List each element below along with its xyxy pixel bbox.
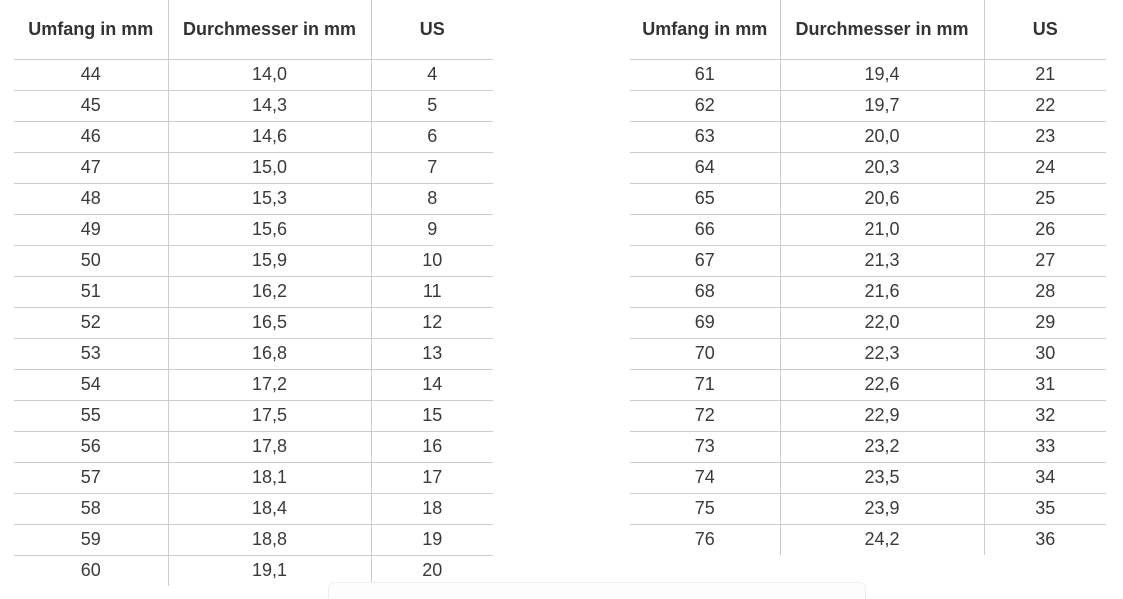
partial-cutoff-element [328,582,866,599]
durchmesser-cell: 22,3 [780,338,984,369]
umfang-cell: 48 [14,183,168,214]
umfang-cell: 59 [14,524,168,555]
us-cell: 22 [1035,95,1056,115]
umfang-cell: 72 [630,400,780,431]
table-row [630,462,1106,493]
table-row [14,183,493,214]
us-cell: 29 [1035,312,1056,332]
table-row [14,245,493,276]
umfang-cell: 62 [630,90,780,121]
table-row [14,121,493,152]
umfang-cell: 44 [14,59,168,90]
us-cell: 5 [427,95,438,115]
us-cell: 19 [422,529,443,549]
table-row [14,524,493,555]
table-row [630,183,1106,214]
table-row [630,276,1106,307]
table-row [14,90,493,121]
umfang-cell: 55 [14,400,168,431]
table-row [14,214,493,245]
durchmesser-cell: 18,4 [168,493,371,524]
umfang-cell: 50 [14,245,168,276]
table-row [630,338,1106,369]
us-cell: 14 [422,374,443,394]
umfang-cell: 71 [630,369,780,400]
durchmesser-cell: 23,2 [780,431,984,462]
durchmesser-cell: 14,0 [168,59,371,90]
table-row [630,90,1106,121]
umfang-cell: 49 [14,214,168,245]
us-cell: 34 [1035,467,1056,487]
durchmesser-cell: 16,2 [168,276,371,307]
umfang-cell: 69 [630,307,780,338]
table-row [14,462,493,493]
durchmesser-cell: 20,6 [780,183,984,214]
umfang-cell: 73 [630,431,780,462]
table-row [630,59,1106,90]
durchmesser-cell: 17,2 [168,369,371,400]
durchmesser-cell: 15,6 [168,214,371,245]
table-row [14,59,493,90]
table-row [630,431,1106,462]
table-row [14,152,493,183]
table-row [630,493,1106,524]
header-row [630,0,1106,59]
table-row [630,214,1106,245]
ring-size-table-right [630,0,1106,555]
table-row [630,369,1106,400]
table-row [14,307,493,338]
table-row [630,245,1106,276]
umfang-cell: 63 [630,121,780,152]
durchmesser-cell: 22,9 [780,400,984,431]
umfang-cell: 76 [630,524,780,555]
durchmesser-cell: 14,3 [168,90,371,121]
umfang-cell: 60 [14,555,168,586]
durchmesser-cell: 20,3 [780,152,984,183]
umfang-cell: 46 [14,121,168,152]
us-cell: 25 [1035,188,1056,208]
ring-size-table-left [14,0,493,586]
column-header-durchmesser: Durchmesser in mm [168,0,371,59]
us-cell: 18 [422,498,443,518]
us-cell: 23 [1035,126,1056,146]
us-cell: 27 [1035,250,1056,270]
umfang-cell: 52 [14,307,168,338]
table-row [630,400,1106,431]
umfang-cell: 70 [630,338,780,369]
umfang-cell: 47 [14,152,168,183]
us-cell: 6 [427,126,438,146]
durchmesser-cell: 23,9 [780,493,984,524]
table-row [630,307,1106,338]
column-header-us: US [1032,18,1058,39]
umfang-cell: 68 [630,276,780,307]
us-cell: 8 [427,188,438,208]
us-cell: 7 [427,157,438,177]
umfang-cell: 51 [14,276,168,307]
durchmesser-cell: 21,6 [780,276,984,307]
durchmesser-cell: 19,4 [780,59,984,90]
header-row [14,0,493,59]
durchmesser-cell: 16,5 [168,307,371,338]
durchmesser-cell: 22,0 [780,307,984,338]
durchmesser-cell: 16,8 [168,338,371,369]
umfang-cell: 45 [14,90,168,121]
durchmesser-cell: 21,0 [780,214,984,245]
us-cell: 31 [1035,374,1056,394]
us-cell: 30 [1035,343,1056,363]
durchmesser-cell: 23,5 [780,462,984,493]
durchmesser-cell: 14,6 [168,121,371,152]
umfang-cell: 58 [14,493,168,524]
umfang-cell: 74 [630,462,780,493]
umfang-cell: 61 [630,59,780,90]
column-header-durchmesser: Durchmesser in mm [780,0,984,59]
column-header-umfang: Umfang in mm [14,0,168,59]
us-cell: 21 [1035,64,1056,84]
us-cell: 9 [427,219,438,239]
us-cell: 32 [1035,405,1056,425]
us-cell: 16 [422,436,443,456]
table-row [14,400,493,431]
umfang-cell: 53 [14,338,168,369]
table-row [14,338,493,369]
us-cell: 15 [422,405,443,425]
umfang-cell: 67 [630,245,780,276]
us-cell: 17 [422,467,443,487]
us-cell: 24 [1035,157,1056,177]
durchmesser-cell: 18,8 [168,524,371,555]
durchmesser-cell: 17,5 [168,400,371,431]
us-cell: 11 [422,281,442,301]
us-cell: 13 [422,343,443,363]
table-row [630,121,1106,152]
durchmesser-cell: 15,0 [168,152,371,183]
us-cell: 33 [1035,436,1056,456]
table-row [14,431,493,462]
column-header-us: US [419,18,445,39]
durchmesser-cell: 17,8 [168,431,371,462]
durchmesser-cell: 21,3 [780,245,984,276]
us-cell: 28 [1035,281,1056,301]
table-row [630,152,1106,183]
us-cell: 4 [427,64,438,84]
durchmesser-cell: 18,1 [168,462,371,493]
table-row [14,493,493,524]
table-row [14,276,493,307]
us-cell: 35 [1035,498,1056,518]
umfang-cell: 65 [630,183,780,214]
durchmesser-cell: 15,9 [168,245,371,276]
table-row [14,369,493,400]
durchmesser-cell: 15,3 [168,183,371,214]
table-row [630,524,1106,555]
umfang-cell: 66 [630,214,780,245]
column-header-umfang: Umfang in mm [630,0,780,59]
us-cell: 26 [1035,219,1056,239]
us-cell: 10 [422,250,443,270]
durchmesser-cell: 20,0 [780,121,984,152]
umfang-cell: 64 [630,152,780,183]
umfang-cell: 54 [14,369,168,400]
durchmesser-cell: 22,6 [780,369,984,400]
durchmesser-cell: 19,1 [168,555,371,586]
umfang-cell: 57 [14,462,168,493]
umfang-cell: 75 [630,493,780,524]
us-cell: 36 [1035,529,1056,550]
umfang-cell: 56 [14,431,168,462]
durchmesser-cell: 24,2 [780,524,984,555]
us-cell: 20 [422,560,443,581]
us-cell: 12 [422,312,443,332]
durchmesser-cell: 19,7 [780,90,984,121]
